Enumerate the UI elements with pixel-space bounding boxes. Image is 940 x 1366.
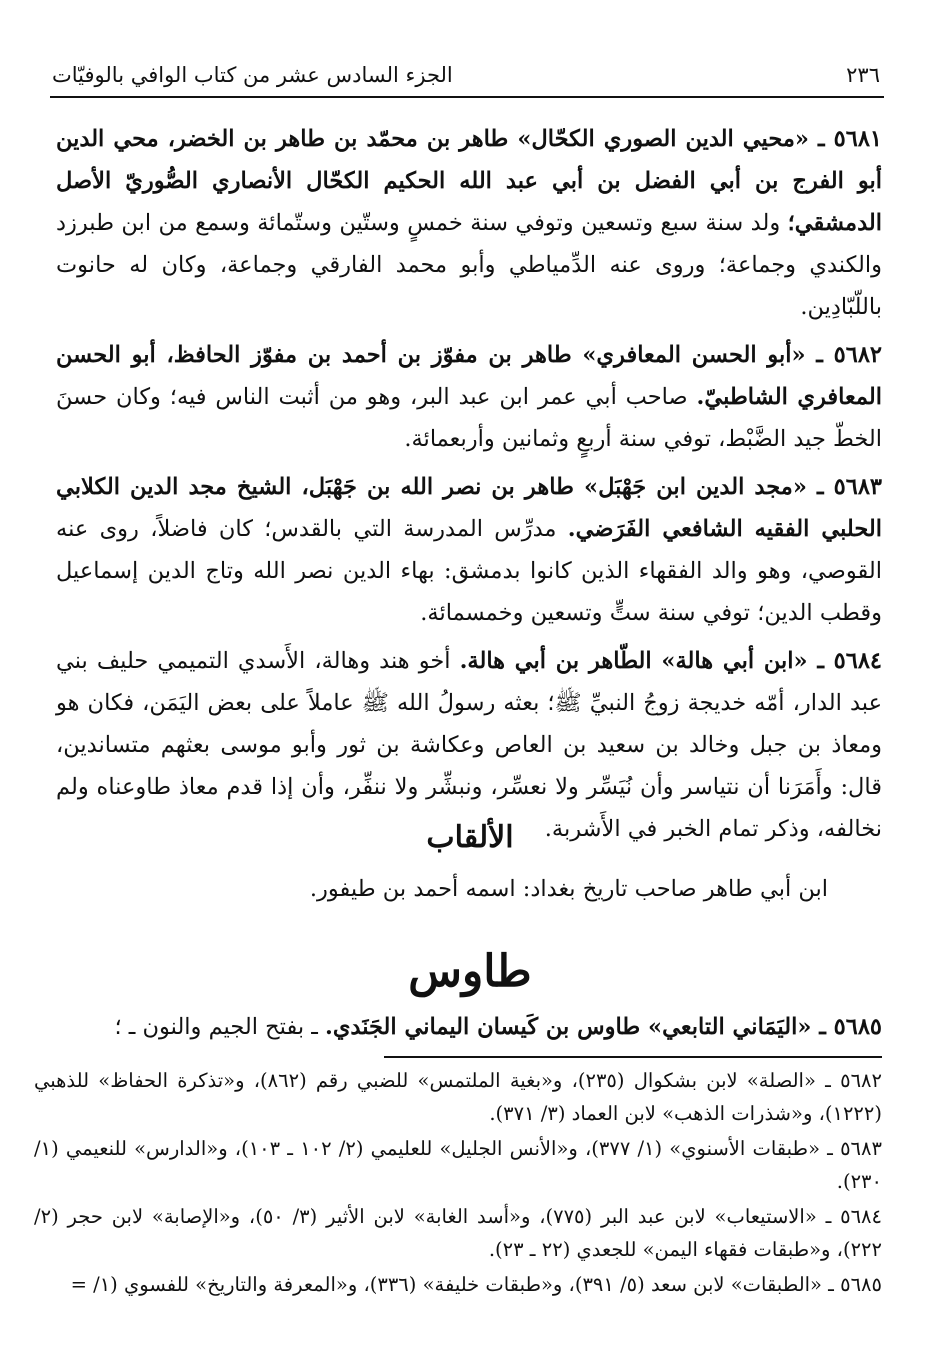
- entry-body: صاحب أبي عمر ابن عبد البر، وهو من أثبت الناس فيه؛ وكان حسنَ الخطّ جيد الضَّبْط، توفي سنة أربعٍ وثمانين وأربعمائة.: [56, 384, 882, 452]
- entry-heading: ٥٦٨٣ ـ «مجد الدين ابن جَهْبَل» طاهر بن نصر الله بن جَهْبَل، الشيخ مجد الدين الكلابي الحلبي الفقيه الشافعي الفَرَضي.: [56, 474, 882, 542]
- footnote-rule: [384, 1056, 882, 1058]
- footnotes: [34, 1064, 882, 1303]
- entry-body: مدرِّس المدرسة التي بالقدس؛ كان فاضلاً، روى عنه القوصي، وهو والد الفقهاء الذين كانوا بدمشق: بهاء الدين نصر الله وتاج الدين إسماعيل وقطب الدين؛ توفي سنة ستٍّ وتسعين وخمسمائة.: [56, 516, 882, 626]
- entry-heading: ٥٦٨٤ ـ «ابن أبي هالة» الطّاهر بن أبي هالة.: [459, 648, 882, 674]
- section-title-tawus: طاوس: [408, 946, 532, 997]
- page-number: ٢٣٦: [846, 63, 880, 87]
- entry-heading: ٥٦٨٥ ـ «اليَمَاني التابعي» طاوس بن كَيسان اليماني الجَنَدي.: [324, 1014, 882, 1040]
- footnote-5683: ٥٦٨٣ ـ «طبقات الأسنوي» (١/ ٣٧٧)، و«الأنس الجليل» للعليمي (٢/ ١٠٢ ـ ١٠٣)، و«الدارس» للنعيمي (١/ ٢٣٠).: [34, 1137, 882, 1193]
- running-header: [52, 58, 880, 92]
- entry-5685: [56, 1006, 882, 1048]
- entry-body: ولد سنة سبع وتسعين وتوفي سنة خمسٍ وستّين وستّمائة وسمع من ابن طبرزد والكندي وجماعة؛ وروى عنه الدِّمياطي وأبو محمد الفارقي وجماعة، وكان له حانوت باللّبّادِين.: [56, 210, 882, 320]
- entry-5682: [56, 334, 882, 460]
- entry-heading: ٥٦٨٢ ـ «أبو الحسن المعافري» طاهر بن مفوّز بن أحمد بن مفوّز الحافظ، أبو الحسن المعافري الشاطبيّ.: [56, 342, 882, 410]
- footnote-5685: ٥٦٨٥ ـ «الطبقات» لابن سعد (٥/ ٣٩١)، و«طبقات خليفة» (٣٣٦)، و«المعرفة والتاريخ» للفسوي (١/ =: [70, 1273, 882, 1296]
- entry-5684: [56, 640, 882, 850]
- entry-body: أخو هند وهالة، الأَسدي التميمي حليف بني عبد الدار، أمّه خديجة زوجُ النبيِّ ﷺ؛ بعثه رسولُ الله ﷺ عاملاً على بعض اليَمَن، فكان هو ومعاذ بن جبل وخالد بن سعيد بن العاص وعكاشة بن ثور وأبو موسى بعثهم متساندين، قال: وأَمَرَنا أن نتياسر وأن نُيَسِّر ولا نعسِّر، ونبشِّر ولا ننفِّر، وأن إذا قدم معاذ طاوعناه ولم نخالفه، وذكر تمام الخبر في الأَشربة.: [56, 648, 882, 842]
- entry-5683: [56, 466, 882, 634]
- section-title-alqab: الألقاب: [426, 820, 514, 855]
- running-title: الجزء السادس عشر من كتاب الوافي بالوفيّات: [52, 63, 453, 87]
- entry-heading: ٥٦٨١ ـ «محيي الدين الصوري الكحّال» طاهر بن محمّد بن طاهر بن الخضر، محي الدين أبو الفرج بن أبي الفضل بن أبي عبد الله الحكيم الكحّال الأنصاري الصُّوريّ الأصل الدمشقي؛: [56, 126, 882, 236]
- footnote-5682: ٥٦٨٢ ـ «الصلة» لابن بشكوال (٢٣٥)، و«بغية الملتمس» للضبي رقم (٨٦٢)، و«تذكرة الحفاظ» للذهبي (١٢٢٢)، و«شذرات الذهب» لابن العماد (٣/ ٣٧١).: [34, 1069, 882, 1125]
- footnote-5684: ٥٦٨٤ ـ «الاستيعاب» لابن عبد البر (٧٧٥)، و«أسد الغابة» لابن الأثير (٣/ ٥٠)، و«الإصابة» لابن حجر (٢/ ٢٢٢)، و«طبقات فقهاء اليمن» للجعدي (٢٢ ـ ٢٣).: [34, 1205, 883, 1261]
- entry-body: ـ بفتح الجيم والنون ـ ؛: [114, 1014, 325, 1040]
- main-text: [56, 118, 882, 850]
- header-rule: [50, 96, 884, 98]
- entry-5681: [56, 118, 882, 328]
- alqab-entry: ابن أبي طاهر صاحب تاريخ بغداد: اسمه أحمد بن طيفور.: [309, 876, 828, 902]
